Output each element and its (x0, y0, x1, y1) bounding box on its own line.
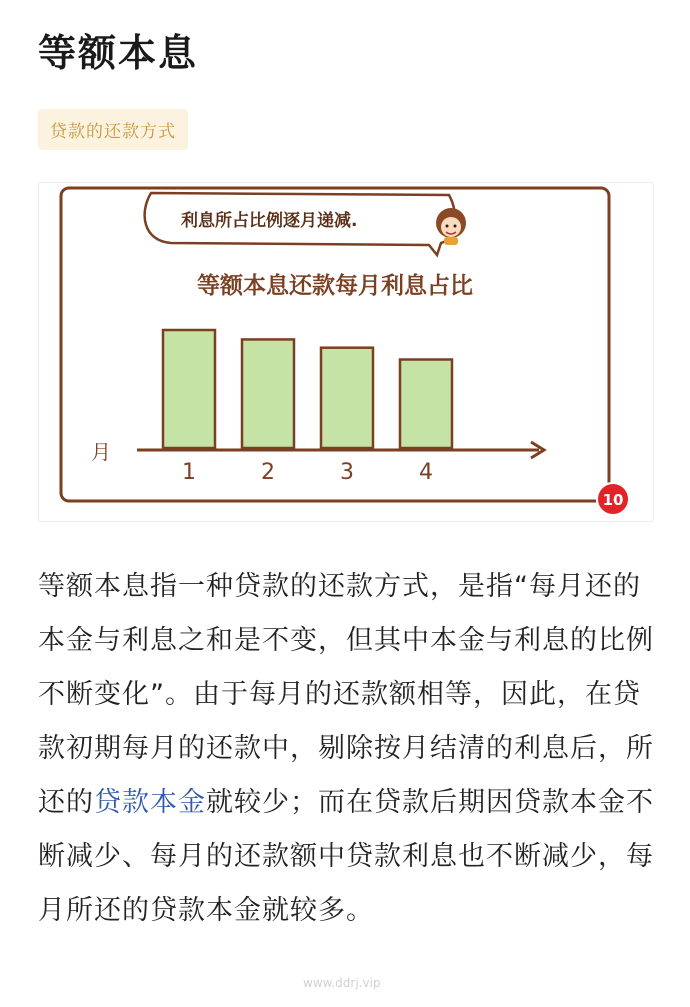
bar-month-2 (242, 339, 294, 448)
body-text-part1: 等额本息指一种贷款的还款方式，是指“每月还的本金与利息之和是不变，但其中本金与利息的比例不断变化”。由于每月的还款额相等，因此，在贷款初期每月的还款中，剔除按月结清的利息后，所还的 (38, 571, 654, 818)
category-tag[interactable]: 贷款的还款方式 (38, 109, 188, 150)
body-paragraph (38, 560, 658, 938)
x-axis-label: 月 (91, 440, 111, 464)
tick-label-2: 2 (261, 460, 275, 485)
bar-month-3 (321, 348, 373, 448)
speech-bubble-text: 利息所占比例逐月递减. (181, 211, 358, 231)
bar-month-1 (163, 330, 215, 448)
body-text-part2: 就较少；而在贷款后期因贷款本金不断减少、每月的还款额中贷款利息也不断减少，每月所还的贷款本金就较多。 (38, 787, 654, 926)
tick-label-3: 3 (340, 460, 354, 485)
watermark: www.ddrj.vip (303, 976, 381, 990)
page-title: 等额本息 (38, 31, 199, 75)
chart-title: 等额本息还款每月利息占比 (197, 273, 473, 299)
illustration-figure (38, 182, 654, 522)
bar-month-4 (400, 360, 452, 449)
chart-svg (39, 183, 653, 521)
loan-principal-link[interactable]: 贷款本金 (94, 787, 206, 818)
tick-label-1: 1 (182, 460, 196, 485)
page-number-badge-text: 10 (602, 491, 624, 509)
tick-label-4: 4 (419, 460, 433, 485)
